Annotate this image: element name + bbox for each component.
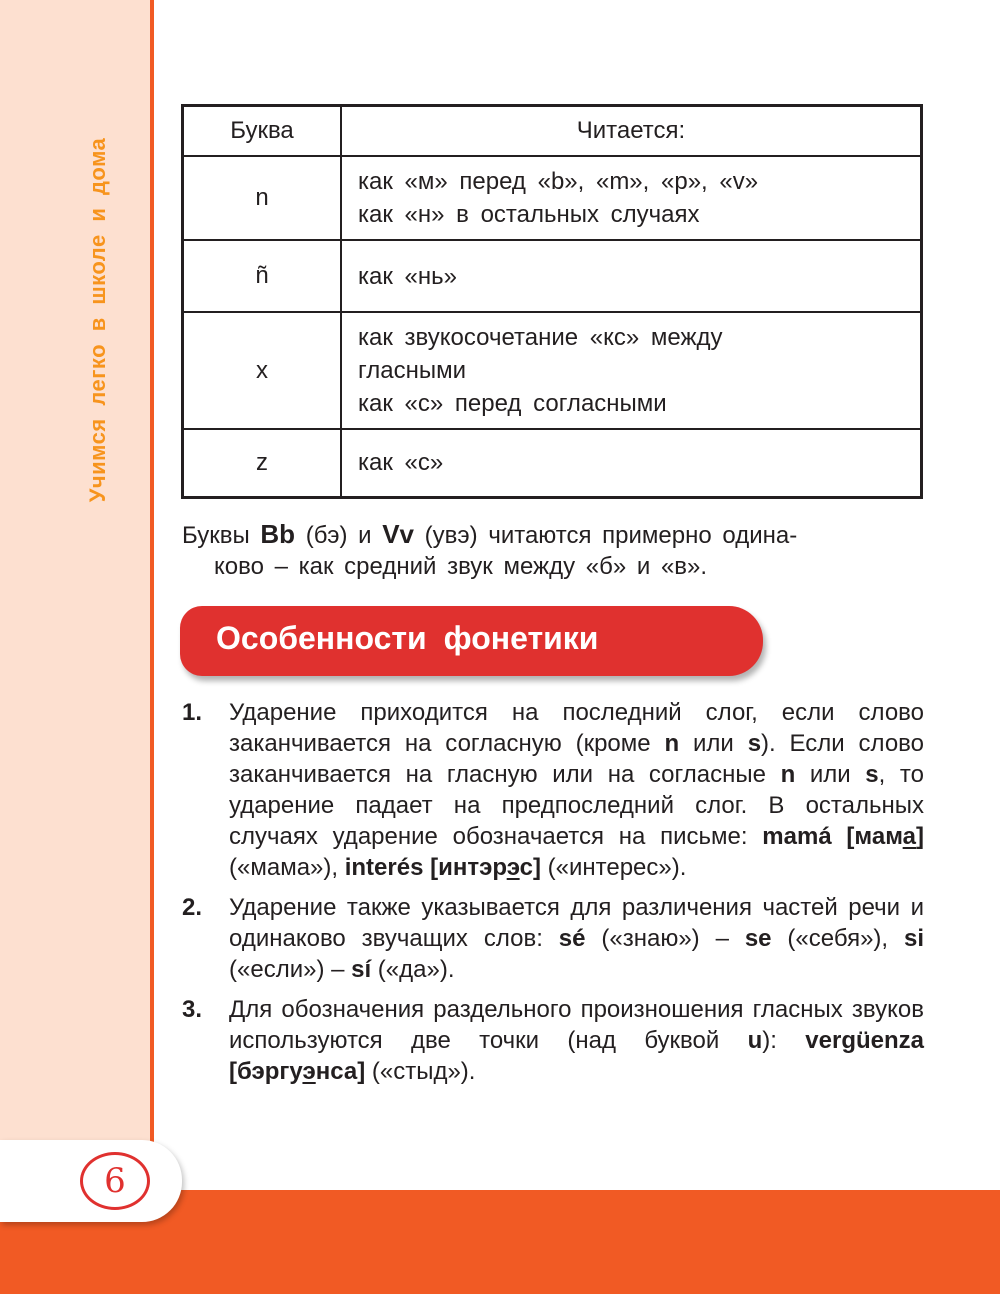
rules-list [182, 697, 924, 1096]
table-row [183, 240, 922, 312]
rule-text: или [795, 761, 866, 788]
note-letter-vv: Vv [382, 519, 414, 549]
rule-text: («да»). [371, 956, 455, 983]
rule-text: или [679, 730, 748, 757]
letters-table [181, 104, 923, 499]
letter-cell: n [183, 156, 342, 240]
table-row [183, 429, 922, 497]
rule-bold: n [780, 761, 796, 788]
rule-text: («мама»), [229, 854, 345, 881]
reading-cell [341, 312, 922, 429]
rule-bold: si [903, 925, 924, 952]
rule-bold: n [664, 730, 680, 757]
example-word [345, 854, 541, 881]
example-part: ] [916, 823, 925, 850]
note-letter-bb: Bb [260, 519, 296, 549]
rule-text: ): [762, 1027, 806, 1054]
letter-cell: x [183, 312, 342, 429]
table-row [183, 312, 922, 429]
rule-text: ). Если слово заканчивается на гласную или на согласные [229, 730, 925, 788]
rule-bold: sí [351, 956, 372, 983]
reading-cell [341, 156, 922, 240]
example-part: interés [интэр [344, 854, 507, 881]
example-part: mamá [мам [762, 823, 903, 850]
reading-line: как «нь» [358, 262, 457, 290]
note-text: (бэ) и [295, 522, 383, 549]
rule-item [182, 892, 924, 985]
stressed-vowel: а [902, 823, 917, 850]
example-word [762, 823, 924, 850]
side-divider [150, 0, 154, 1190]
letter-cell: ñ [183, 240, 342, 312]
rule-bold: s [747, 730, 762, 757]
letter-cell: z [183, 429, 342, 497]
rule-text: , то ударение падает на предпоследний слог. В остальных случаях ударение обозначается на письме: [229, 761, 924, 850]
rule-bold: sé [558, 925, 586, 952]
rule-bold: se [744, 925, 772, 952]
rule-text: Ударение также указывается для различения частей речи и одинаково звучащих слов: [229, 894, 924, 952]
rule-number: 1. [182, 699, 203, 726]
note-text: (увэ) читаются примерно одина- [414, 522, 798, 549]
rule-item [182, 697, 924, 883]
rule-text: Для обозначения раздельного произношения гласных звуков используются две точки (над буквой [229, 996, 924, 1054]
reading-line: как звукосочетание «кс» между [358, 324, 723, 351]
example-part: нса] [315, 1058, 366, 1085]
side-strip [0, 0, 150, 1294]
section-banner [180, 606, 763, 676]
reading-cell [341, 429, 922, 497]
side-title: Учимся легко в школе и дома [85, 137, 110, 503]
stressed-vowel: э [506, 854, 520, 881]
example-part: vergüenza [бэргу [229, 1027, 924, 1085]
rule-number: 2. [182, 894, 203, 921]
reading-line: как «н» в остальных случаях [358, 201, 700, 228]
reading-cell [341, 240, 922, 312]
table-header-row [183, 106, 922, 157]
reading-line: как «с» [358, 449, 444, 477]
header-letter: Буква [183, 106, 342, 157]
header-reading: Читается: [341, 106, 922, 157]
table-row [183, 156, 922, 240]
rule-text: («стыд»). [365, 1058, 476, 1085]
section-title: Особенности фонетики [216, 620, 599, 656]
rule-bold: u [747, 1027, 763, 1054]
rule-number: 3. [182, 996, 203, 1023]
rule-text: («если») – [229, 956, 352, 983]
example-part: с] [519, 854, 541, 881]
reading-line: как «с» перед согласными [358, 390, 667, 417]
letters-note [182, 519, 924, 582]
reading-line: как «м» перед «b», «m», «p», «v» [358, 168, 759, 195]
note-text: ково – как средний звук между «б» и «в». [214, 553, 708, 580]
rule-bold: s [865, 761, 879, 788]
stressed-vowel: э [302, 1058, 316, 1085]
rule-text: Ударение приходится на последний слог, если слово заканчивается на согласную (кроме [229, 699, 924, 757]
page-number: 6 [80, 1152, 150, 1210]
rule-text: («знаю») – [585, 925, 745, 952]
note-text: Буквы [182, 522, 261, 549]
rule-text: («себя»), [771, 925, 904, 952]
reading-line: гласными [358, 357, 466, 384]
rule-item [182, 994, 924, 1087]
rule-text: («интерес»). [540, 854, 687, 881]
